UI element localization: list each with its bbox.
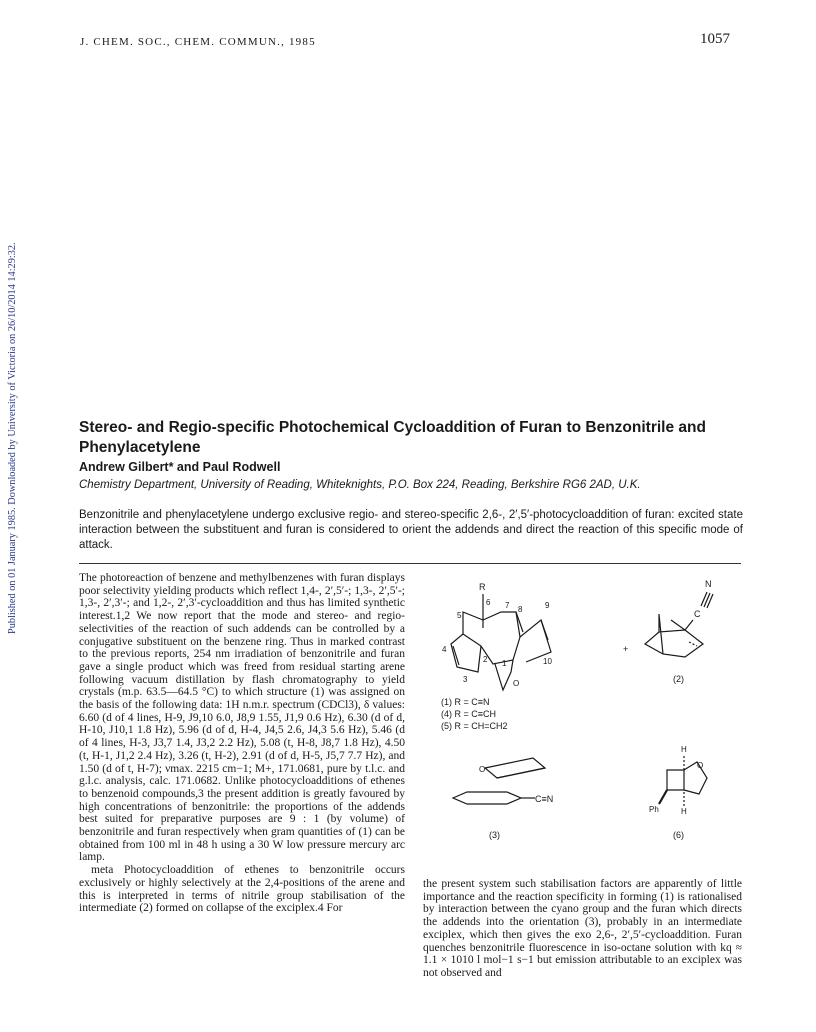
- struct1-label-10: 10: [543, 657, 552, 666]
- struct2-label-plus: +: [623, 644, 629, 654]
- article-affiliation: Chemistry Department, University of Reading, Whiteknights, P.O. Box 224, Reading, Berkshire RG6 2AD, U.K.: [79, 479, 641, 491]
- struct3-caption: (3): [489, 830, 500, 840]
- struct1-label-3: 3: [463, 675, 468, 684]
- body-right-column: [423, 878, 742, 980]
- struct1-label-r: R: [479, 582, 486, 592]
- struct1-label-8: 8: [518, 605, 523, 614]
- struct6-caption: (6): [673, 830, 684, 840]
- struct2-caption: (2): [673, 674, 684, 684]
- structure-6: [649, 745, 707, 840]
- struct1-label-o: O: [513, 679, 520, 688]
- struct1-label-9: 9: [545, 601, 550, 610]
- struct1-label-6: 6: [486, 598, 491, 607]
- body-paragraph-2: meta Photocycloaddition of ethenes to benzonitrile occurs exclusively or highly selectively at the 2,4-positions of the arene and this is interpreted in terms of nitrile group stabilisation of the intermediate (2) formed on collapse of the exciplex.4 For: [79, 864, 405, 915]
- legend-line-2: (4) R = C≡CH: [441, 709, 497, 719]
- body-left-column: [79, 572, 405, 915]
- struct6-label-o: O: [697, 761, 704, 770]
- struct6-label-ph: Ph: [649, 805, 659, 814]
- structure-1: [442, 582, 552, 690]
- structures-figure: [423, 572, 753, 872]
- article-authors: Andrew Gilbert* and Paul Rodwell: [79, 460, 281, 474]
- download-stamp: [2, 196, 22, 636]
- body-paragraph-1: The photoreaction of benzene and methylbenzenes with furan displays poor selectivity yielding products which reflect 1,4-, 2′,5′-; 1,3-, 2′,5′-; 1,3-, 2′,3′-; and 1,2-, 2′,3′-cycloaddition and thus has limited synthetic interest.1,2 We now report that the mode and stereo- and regio-selectivities of the reaction of such addends can be controlled by a conjugative substituent on the benzene ring. Thus in marked contrast to the previous reports, 254 nm irradiation of benzonitrile and furan gave a single product which was freed from residual starting arene following vacuum distillation by flash chromatography to yield crystals (m.p. 63.5—64.5 °C) to which structure (1) was assigned on the basis of the following data: 1H n.m.r. spectrum (CDCl3), δ values: 6.60 (d of 4 lines, H-9, J9,10 6.0, J8,9 1.55, J1,9 0.6 Hz), 6.30 (d of d, H-10, J10,1 1.8 Hz), 5.96 (d of d, H-4, J4,5 2.6, J4,3 5.6 Hz), 5.46 (d of 4 lines, H-3, J3,7 1.4, J3,2 2.2 Hz), 5.08 (t, H-8, J8,7 1.8 Hz), 4.50 (t, H-1, J1,2 2.4 Hz), 3.26 (t, H-2), 2.91 (d of d, H-5, J5,7 7.7 Hz), and 1.50 (d of t, H-7); νmax. 2215 cm−1; M+, 171.0681, pure by t.l.c. and g.l.c. analysis, calc. 171.0682. Unlike photocycloadditions of ethenes to benzenoid compounds,3 the present addition is greatly favoured by high concentrations of benzonitrile: the proportions of the addends best suited for preparative purposes are 9 : 1 (by volume) of benzonitrile and furan respectively when gram quantities of (1) can be obtained from 100 ml in 48 h using a 30 W low pressure mercury arc lamp.: [79, 572, 405, 864]
- struct1-label-1: 1: [502, 659, 507, 668]
- struct1-label-4: 4: [442, 645, 447, 654]
- structure-3: [453, 758, 553, 840]
- section-divider: [79, 563, 741, 564]
- structure-2: [623, 579, 713, 684]
- struct3-label-cn: C≡N: [535, 794, 554, 804]
- struct1-label-2: 2: [483, 655, 488, 664]
- struct6-label-h-bottom: H: [681, 807, 687, 816]
- struct2-label-n: N: [705, 579, 712, 589]
- struct6-label-h-top: H: [681, 745, 687, 754]
- body-paragraph-3: the present system such stabilisation factors are apparently of little importance and the reaction specificity in forming (1) is rationalised by interaction between the cyano group and the furan which directs the addends into the orientation (3), probably in an intermediate exciplex, which then gives the exo 2,6-, 2′,5′-cycloaddition. Furan quenches benzonitrile fluorescence in iso-octane solution with kq ≈ 1.1 × 1010 l mol−1 s−1 but emission attributable to an exciplex was not observed and: [423, 878, 742, 979]
- running-head: J. CHEM. SOC., CHEM. COMMUN., 1985: [80, 36, 316, 48]
- download-stamp-text: Published on 01 January 1985. Downloaded by University of Victoria on 26/10/2014 14:29:32.: [7, 242, 18, 634]
- struct3-label-o: O: [479, 765, 486, 774]
- article-title: Stereo- and Regio-specific Photochemical Cycloaddition of Furan to Benzonitrile and Phenylacetylene: [79, 419, 706, 456]
- struct1-label-5: 5: [457, 611, 462, 620]
- legend-line-1: (1) R = C≡N: [441, 697, 490, 707]
- legend-line-3: (5) R = CH=CH2: [441, 721, 508, 731]
- struct2-label-c: C: [694, 609, 701, 619]
- article-abstract: Benzonitrile and phenylacetylene undergo exclusive regio- and stereo-specific 2,6-, 2′,5′-photocycloaddition of furan: excited state interaction between the substituent and furan is considered to orient the addends and direct the reaction of this specific mode of attack.: [79, 509, 743, 551]
- struct1-label-7: 7: [505, 601, 510, 610]
- page-number: 1057: [700, 31, 730, 47]
